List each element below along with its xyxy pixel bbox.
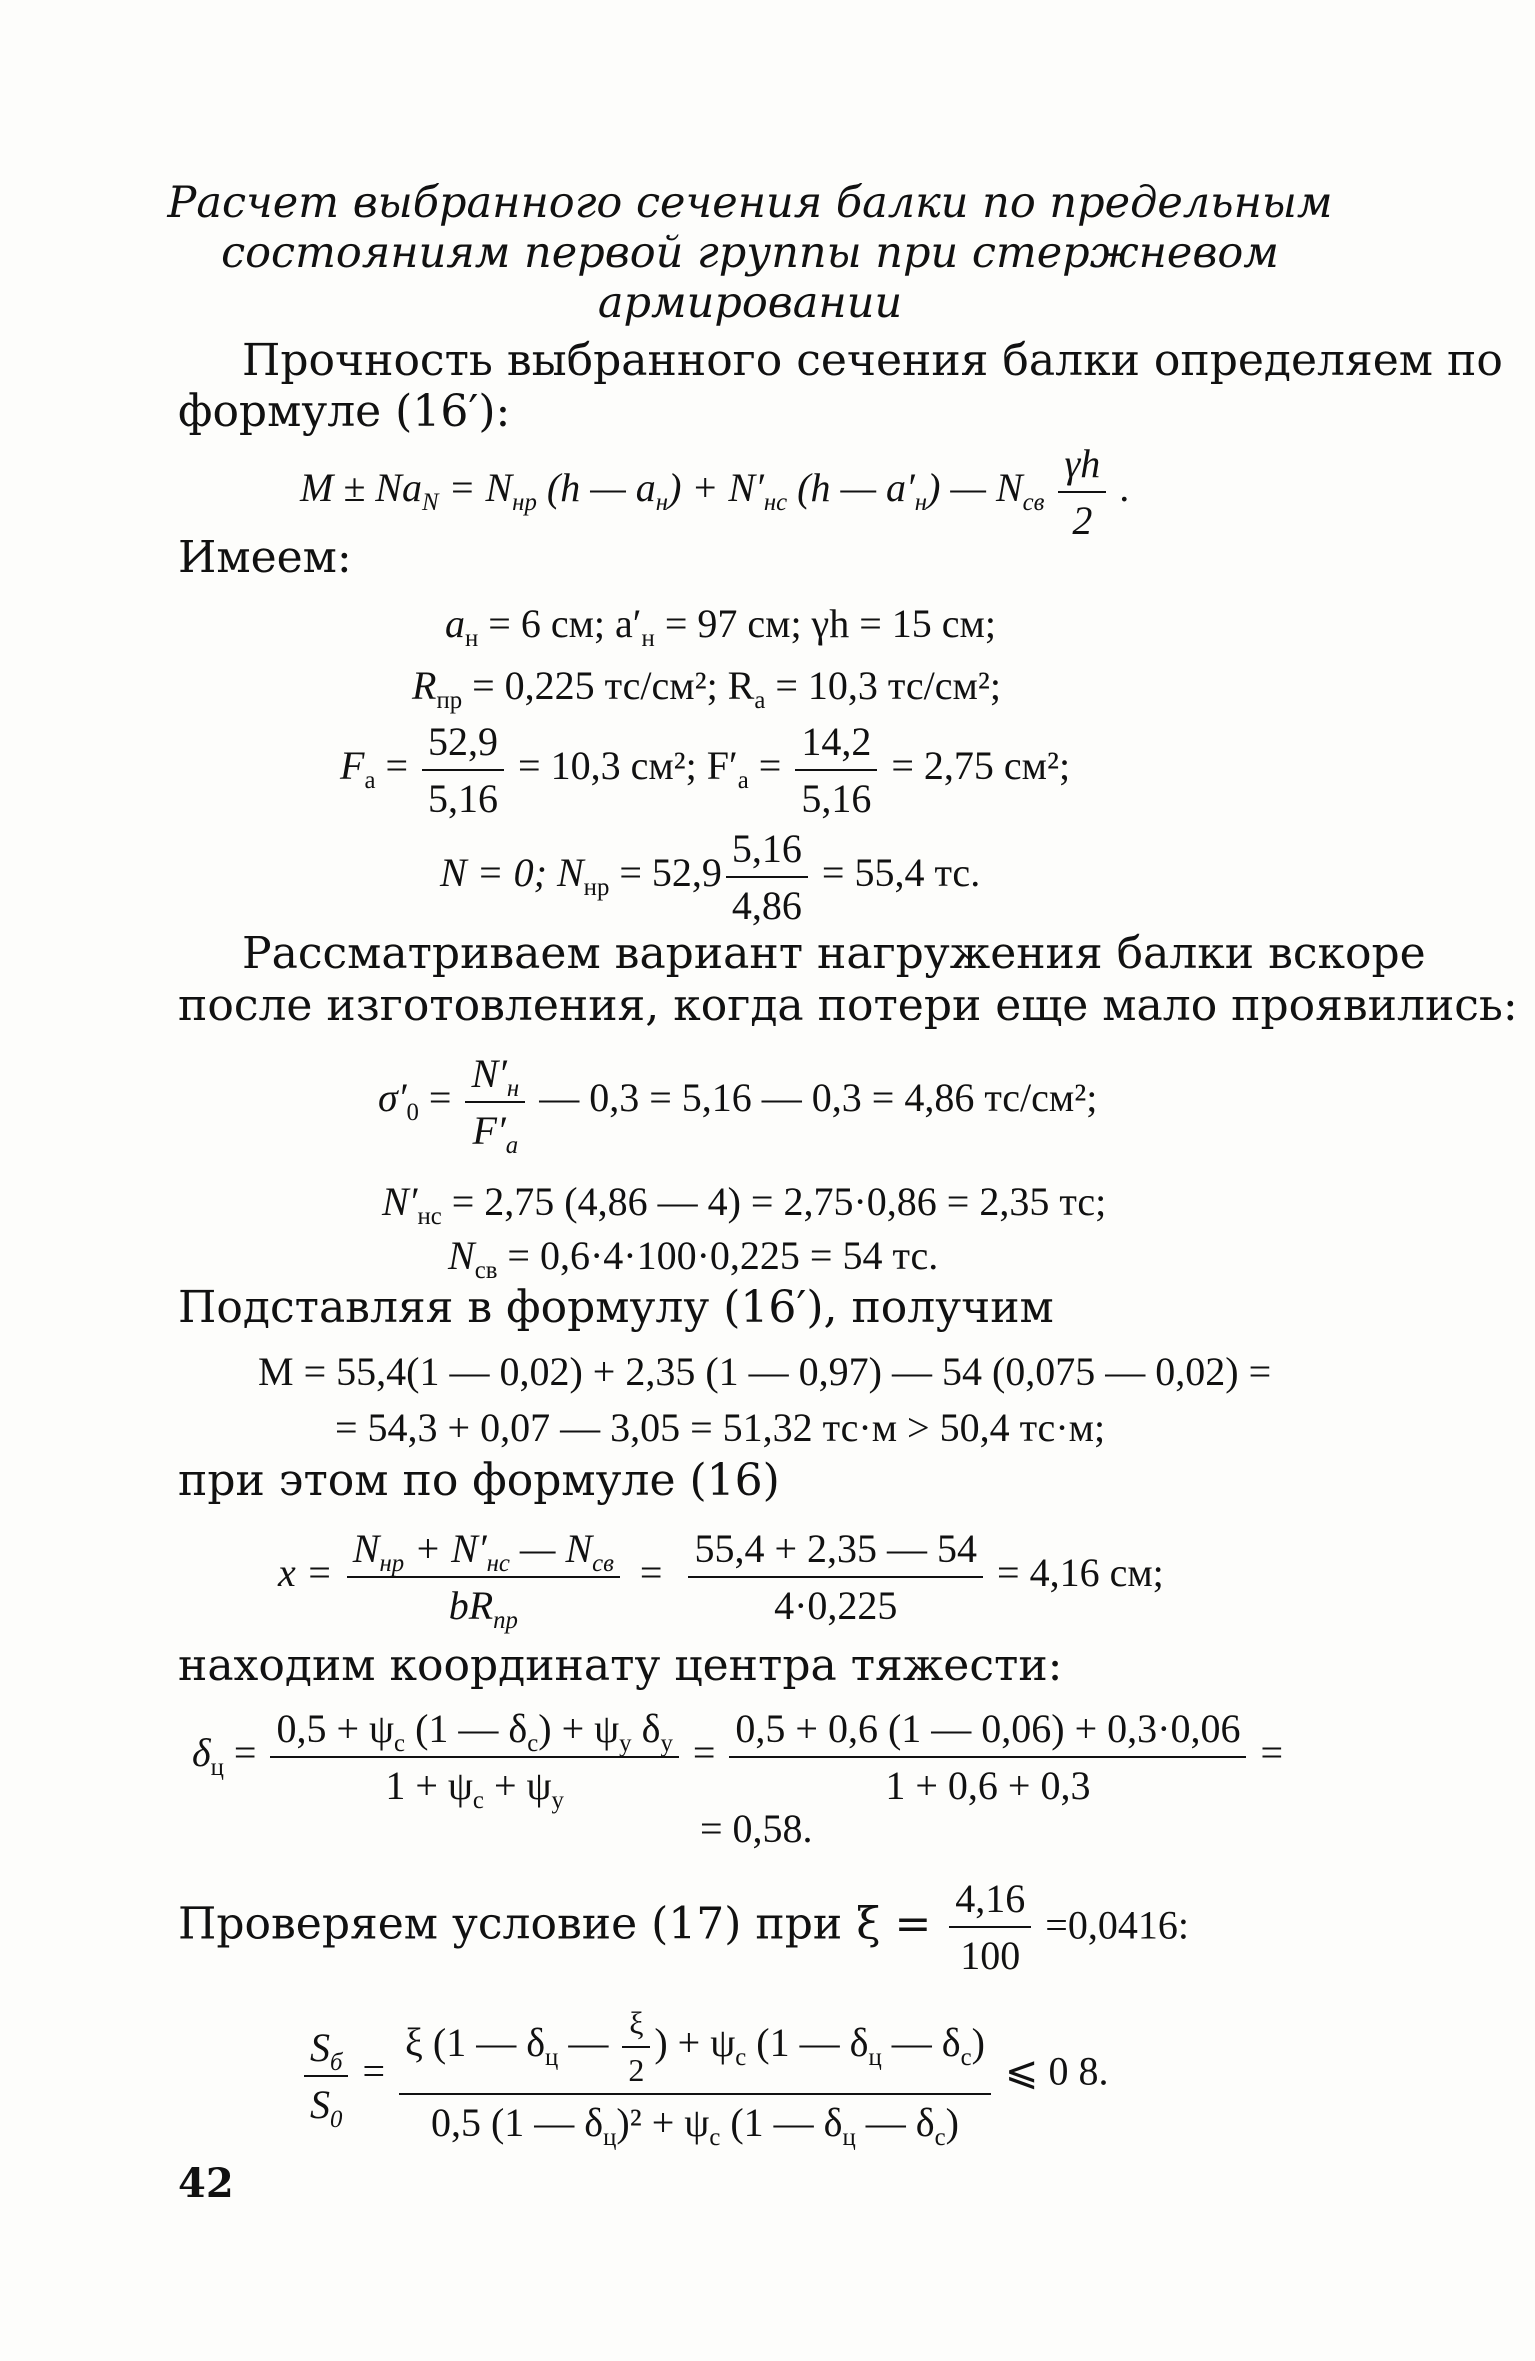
fraction-numerator xyxy=(399,2005,991,2095)
eq-term: = xyxy=(629,1550,673,1596)
eq-term: (1 — δ xyxy=(720,2100,843,2145)
eq-term: S xyxy=(310,2081,331,2127)
eq-term: = N xyxy=(438,465,513,511)
eq-sub: св xyxy=(592,1550,614,1577)
fraction-numerator xyxy=(465,1050,525,1103)
eq-term: ) + N′ xyxy=(668,465,764,511)
moment-line-1: M = 55,4(1 — 0,02) + 2,35 (1 — 0,97) — 54 (0,075 — 0,02) = xyxy=(258,1349,1272,1394)
eq-term: R xyxy=(412,663,437,708)
paragraph-line: находим координату центра тяжести: xyxy=(178,1640,1063,1691)
eq-sub: св xyxy=(1022,489,1045,517)
fraction-denominator: 5,16 xyxy=(801,776,872,821)
heading-line-2: состояниям первой группы при стержневом xyxy=(221,228,1279,278)
eq-sub: ц xyxy=(545,2044,559,2072)
eq-sub: пр xyxy=(436,687,463,714)
fraction xyxy=(949,1875,1031,1979)
fraction-denominator xyxy=(270,1758,678,1814)
eq-sub: н xyxy=(914,489,928,517)
eq-term: F′ xyxy=(472,1108,506,1153)
fraction-numerator: 55,4 + 2,35 — 54 xyxy=(688,1525,983,1578)
eq-sub: ц xyxy=(842,2124,856,2151)
eq-term: = xyxy=(418,1075,462,1121)
eq-sub: 0 xyxy=(406,1099,419,1127)
eq-term: + ψ xyxy=(483,1763,552,1808)
eq-sub: нр xyxy=(379,1550,405,1577)
eq-sub: y xyxy=(660,1730,673,1757)
eq-sub: нр xyxy=(583,874,610,902)
eq-term: ) xyxy=(945,2100,959,2145)
fraction-numerator: 4,16 xyxy=(949,1875,1031,1928)
fraction-denominator: 4·0,225 xyxy=(774,1583,898,1628)
eq-term: = 10,3 см²; F′ xyxy=(508,743,738,789)
eq-sub: н xyxy=(506,1075,520,1102)
eq-term: = xyxy=(375,743,419,789)
fraction-numerator: ξ xyxy=(622,2005,650,2048)
s-ratio-equation xyxy=(300,2005,1109,2151)
eq-sub: c xyxy=(394,1730,406,1757)
eq-sub: a xyxy=(754,687,766,714)
eq-term: ) — N xyxy=(927,465,1023,511)
given-line-2 xyxy=(412,662,1001,714)
heading-line-1: Расчет выбранного сечения балки по предельным xyxy=(167,178,1333,228)
eq-term: (1 — δ xyxy=(746,2020,869,2066)
label-imeem: Имеем: xyxy=(178,532,352,583)
fraction xyxy=(347,1525,620,1634)
eq-sub: y xyxy=(551,1787,564,1814)
fraction-denominator: 2 xyxy=(628,2052,645,2088)
eq-sub: св xyxy=(474,1257,498,1284)
fraction-numerator: 0,5 + 0,6 (1 — 0,06) + 0,3·0,06 xyxy=(729,1705,1246,1758)
paragraph-line: Прочность выбранного сечения балки определяем по xyxy=(242,335,1503,386)
eq-term: = xyxy=(223,1730,267,1776)
eq-term: (h — a′ xyxy=(787,465,915,511)
eq-term: bR xyxy=(448,1583,494,1628)
fraction-denominator: 100 xyxy=(960,1933,1021,1978)
given-line-4 xyxy=(440,825,980,929)
fraction-numerator: 14,2 xyxy=(795,718,877,771)
paragraph-line: после изготовления, когда потери еще мало проявились: xyxy=(178,980,1518,1031)
fraction xyxy=(795,718,877,822)
section-heading xyxy=(150,178,1350,328)
eq-term: = 2,75 (4,86 — 4) = 2,75·0,86 = 2,35 тс; xyxy=(441,1179,1107,1224)
eq-sub: c xyxy=(472,1787,484,1814)
eq-term: = xyxy=(682,1730,726,1776)
fraction-numerator xyxy=(347,1525,620,1578)
fraction-numerator: 52,9 xyxy=(422,718,504,771)
eq-sub: c xyxy=(709,2124,721,2151)
given-line-3 xyxy=(340,718,1070,822)
eq-term: N′ xyxy=(382,1179,418,1224)
eq-sub: ц xyxy=(603,2124,617,2151)
eq-term: = 4,16 см; xyxy=(987,1550,1164,1596)
eq-term: — 0,3 = 5,16 — 0,3 = 4,86 тс/см²; xyxy=(529,1075,1098,1121)
eq-term: σ′ xyxy=(378,1075,407,1121)
eq-term: — δ xyxy=(881,2020,961,2066)
fraction xyxy=(726,825,808,929)
paragraph-line: Рассматриваем вариант нагружения балки вскоре xyxy=(242,928,1426,979)
eq-term: N xyxy=(448,1233,475,1278)
eq-sub: нс xyxy=(763,489,788,517)
eq-term: + N′ xyxy=(404,1526,487,1571)
eq-term: = 6 см; a′ xyxy=(478,601,642,646)
eq-sub: N xyxy=(421,489,439,517)
fraction xyxy=(1058,440,1106,544)
eq-term: = 10,3 тс/см²; xyxy=(765,663,1001,708)
eq-term: )² + ψ xyxy=(616,2100,710,2145)
eq-sub: нс xyxy=(417,1203,442,1230)
eq-term: = 0,6·4·100·0,225 = 54 тс. xyxy=(497,1233,939,1278)
eq-sub: c xyxy=(934,2124,946,2151)
fraction-denominator xyxy=(399,2095,991,2151)
eq-term: (1 — δ xyxy=(405,1706,528,1751)
eq-term: ξ (1 — δ xyxy=(405,2020,546,2066)
eq-term: x = xyxy=(278,1550,343,1596)
eq-term: . xyxy=(1110,465,1131,511)
given-line-1 xyxy=(445,600,996,652)
fraction xyxy=(465,1050,525,1159)
eq-sub: c xyxy=(960,2044,972,2072)
paragraph-line: Подставляя в формулу (16′), получим xyxy=(178,1282,1054,1333)
eq-term: ) + ψ xyxy=(538,1706,620,1751)
eq-term: = 0,225 тс/см²; R xyxy=(462,663,755,708)
eq-sub: пр xyxy=(493,1607,518,1634)
equation-16-prime xyxy=(300,440,1130,544)
eq-term: δ xyxy=(192,1730,211,1776)
eq-sub: a xyxy=(364,767,376,795)
eq-term: S xyxy=(310,2024,330,2070)
eq-term: N xyxy=(352,1526,380,1571)
delta-result: = 0,58. xyxy=(700,1806,813,1851)
eq-term: ) + ψ xyxy=(654,2020,736,2066)
eq-sub: 0 xyxy=(330,2105,343,2133)
n-sv-equation xyxy=(448,1232,939,1284)
eq-term: 0,5 (1 — δ xyxy=(430,2100,604,2145)
fraction xyxy=(729,1705,1246,1809)
x-equation xyxy=(278,1525,1164,1634)
moment-line-2: = 54,3 + 0,07 — 3,05 = 51,32 тс·м > 50,4 тс·м; xyxy=(335,1405,1106,1450)
eq-term: = 2,75 см²; xyxy=(881,743,1071,789)
eq-term: = 52,9 xyxy=(609,850,722,896)
eq-sub: a xyxy=(505,1132,519,1159)
eq-term: (h — a xyxy=(536,465,656,511)
heading-line-3: армировании xyxy=(597,278,903,328)
n-ns-equation xyxy=(382,1178,1107,1230)
fraction-denominator: 2 xyxy=(1072,498,1093,543)
eq-sub: б xyxy=(330,2048,343,2076)
paragraph-text: Проверяем условие (17) при ξ = xyxy=(178,1898,946,1950)
eq-sub: нс xyxy=(486,1550,510,1577)
eq-term: 1 + ψ xyxy=(385,1763,473,1808)
fraction xyxy=(304,2024,348,2133)
eq-term: = 55,4 тс. xyxy=(811,850,981,896)
eq-term: — N xyxy=(509,1526,593,1571)
paragraph-line: формуле (16′): xyxy=(178,386,511,437)
page-number: 42 xyxy=(178,2160,234,2207)
fraction-numerator xyxy=(270,1705,678,1758)
eq-term: ⩽ 0 8. xyxy=(994,2048,1109,2094)
eq-sub: нр xyxy=(512,489,537,517)
eq-sub: c xyxy=(527,1730,539,1757)
eq-sub: y xyxy=(619,1730,632,1757)
eq-sub: н xyxy=(641,625,655,652)
fraction xyxy=(622,2005,650,2089)
fraction-denominator xyxy=(347,1578,620,1634)
sigma-equation xyxy=(378,1050,1098,1159)
fraction-numerator xyxy=(304,2024,348,2077)
eq-term: = xyxy=(1250,1730,1284,1776)
fraction xyxy=(399,2005,991,2151)
eq-term: N′ xyxy=(471,1051,507,1096)
eq-term: = xyxy=(748,743,792,789)
fraction-denominator xyxy=(465,1103,525,1159)
fraction xyxy=(688,1525,983,1629)
eq-term: 0,5 + ψ xyxy=(276,1706,395,1751)
eq-sub: ц xyxy=(210,1754,224,1782)
eq-sub: н xyxy=(655,489,669,517)
fraction-numerator: γh xyxy=(1058,440,1106,493)
eq-term: = xyxy=(352,2048,396,2094)
fraction-numerator: 5,16 xyxy=(726,825,808,878)
eq-sub: c xyxy=(735,2044,747,2072)
eq-term: = 97 см; γh = 15 см; xyxy=(654,601,996,646)
eq-sub: a xyxy=(737,767,749,795)
fraction xyxy=(422,718,504,822)
fraction xyxy=(270,1705,678,1814)
eq-term: N = 0; N xyxy=(440,850,584,896)
eq-term: δ xyxy=(631,1706,661,1751)
eq-term: =0,0416: xyxy=(1035,1902,1189,1948)
eq-term: ) xyxy=(971,2020,985,2066)
eq-term: — δ xyxy=(855,2100,935,2145)
eq-term: a xyxy=(445,601,465,646)
eq-term: F xyxy=(340,743,365,789)
eq-sub: н xyxy=(465,625,479,652)
eq-sub: ц xyxy=(868,2044,882,2072)
condition-17-line xyxy=(178,1875,1189,1979)
delta-equation xyxy=(192,1705,1284,1814)
eq-term: M ± Na xyxy=(300,465,422,511)
fraction-denominator xyxy=(304,2077,348,2133)
fraction-denominator: 1 + 0,6 + 0,3 xyxy=(885,1763,1091,1808)
eq-term: — xyxy=(558,2020,619,2066)
paragraph-line: при этом по формуле (16) xyxy=(178,1455,780,1506)
fraction-denominator: 5,16 xyxy=(428,776,499,821)
fraction-denominator: 4,86 xyxy=(731,883,802,928)
